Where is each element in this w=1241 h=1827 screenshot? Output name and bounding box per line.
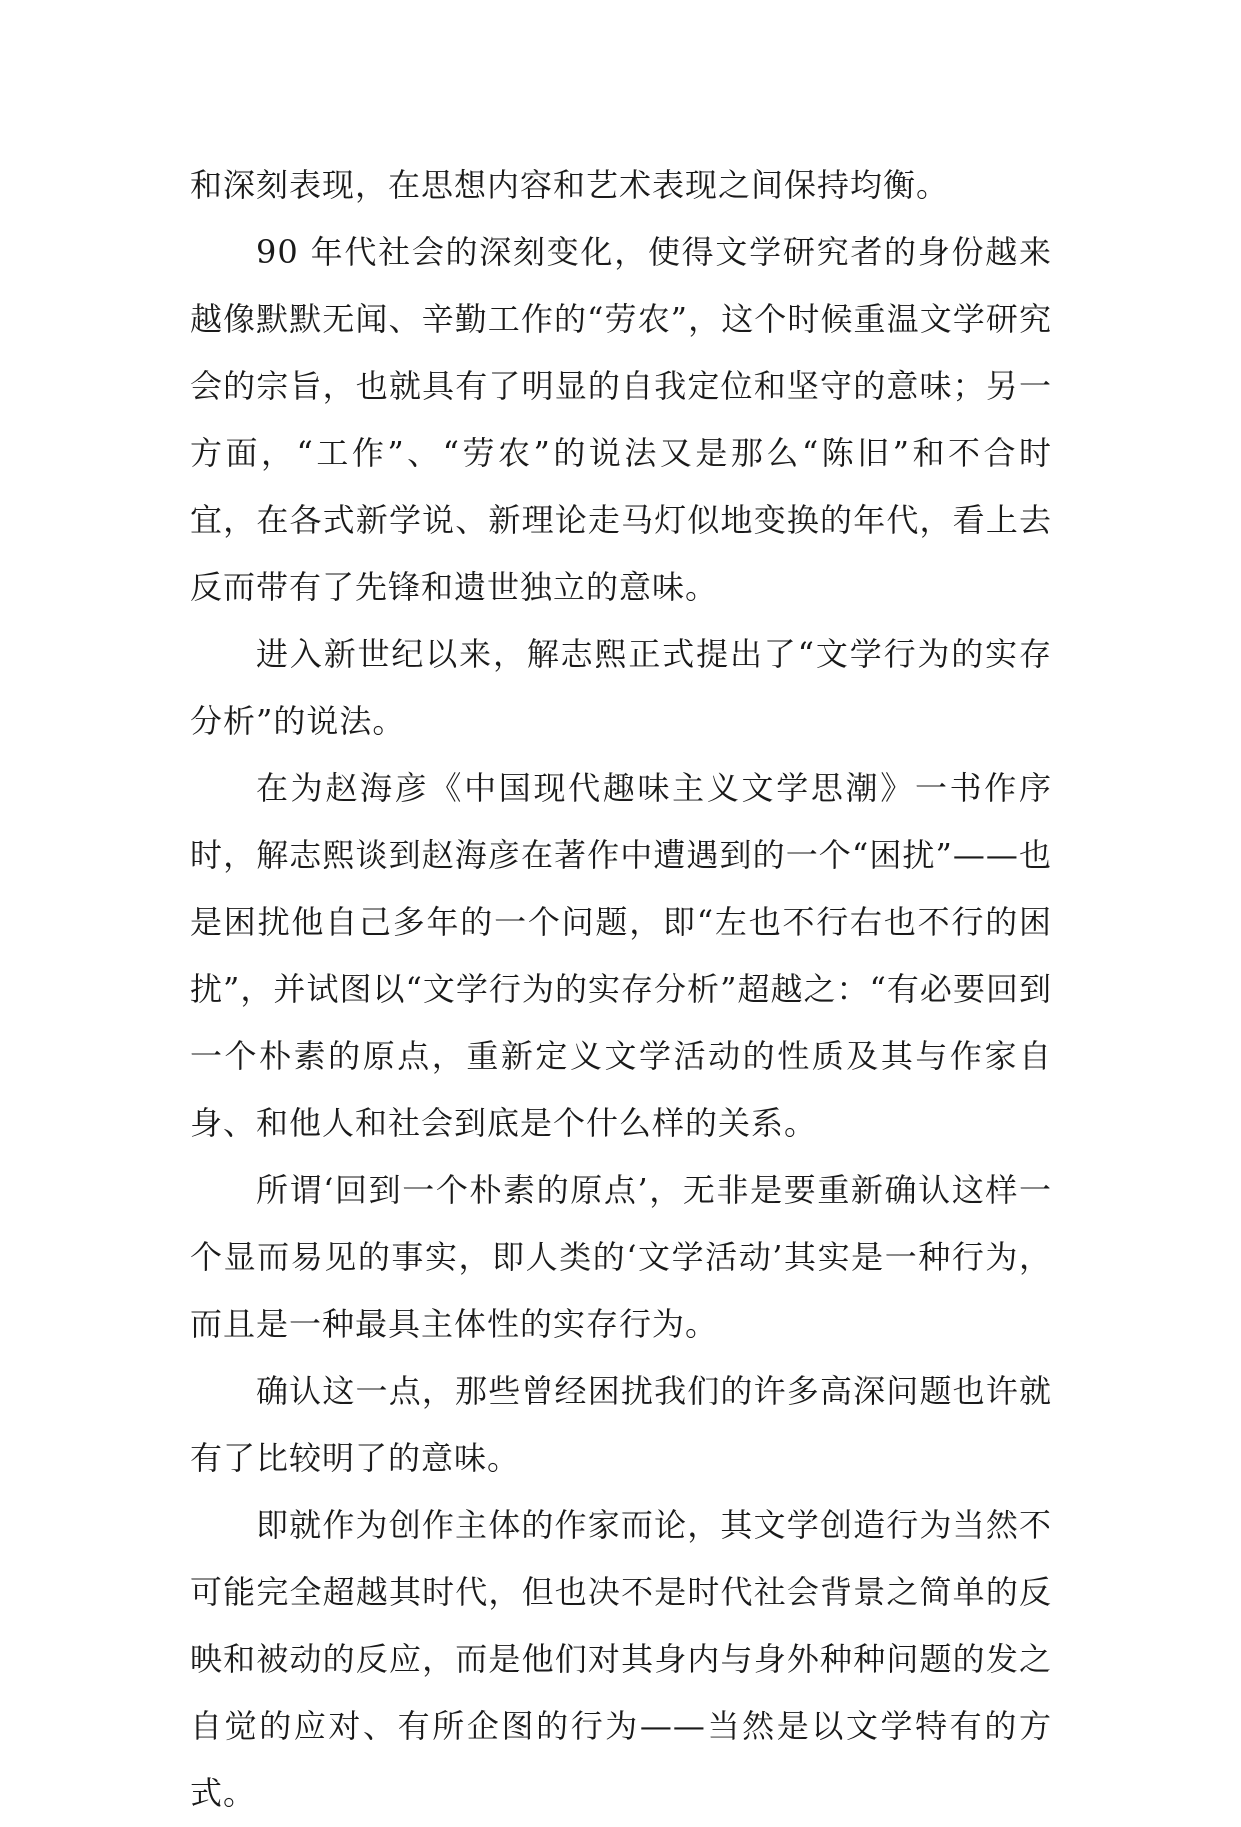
paragraph: 在为赵海彦《中国现代趣味主义文学思潮》一书作序时，解志熙谈到赵海彦在著作中遭遇到的一个“困扰”——也是困扰他自己多年的一个问题，即“左也不行右也不行的困扰”，并试图以“文学行为的实存分析”超越之：“有必要回到一个朴素的原点，重新定义文学活动的性质及其与作家自身、和他人和社会到底是个什么样的关系。 bbox=[190, 769, 1052, 1142]
paragraph: 确认这一点，那些曾经困扰我们的许多高深问题也许就有了比较明了的意味。 bbox=[190, 1372, 1052, 1477]
paragraph: 即就作为创作主体的作家而论，其文学创造行为当然不可能完全超越其时代，但也决不是时代社会背景之简单的反映和被动的反应，而是他们对其身内与身外种种问题的发之自觉的应对、有所企图的行为——当然是以文学特有的方式。 bbox=[190, 1506, 1052, 1812]
document-body bbox=[190, 152, 1052, 1827]
paragraph: 和深刻表现，在思想内容和艺术表现之间保持均衡。 bbox=[190, 166, 950, 204]
paragraph: 进入新世纪以来，解志熙正式提出了“文学行为的实存分析”的说法。 bbox=[190, 635, 1052, 740]
paragraph: 90 年代社会的深刻变化，使得文学研究者的身份越来越像默默无闻、辛勤工作的“劳农”，这个时候重温文学研究会的宗旨，也就具有了明显的自我定位和坚守的意味；另一方面，“工作”、“劳农”的说法又是那么“陈旧”和不合时宜，在各式新学说、新理论走马灯似地变换的年代，看上去反而带有了先锋和遗世独立的意味。 bbox=[190, 233, 1052, 606]
paragraph: 所谓‘回到一个朴素的原点’，无非是要重新确认这样一个显而易见的事实，即人类的‘文学活动’其实是一种行为，而且是一种最具主体性的实存行为。 bbox=[190, 1171, 1052, 1343]
